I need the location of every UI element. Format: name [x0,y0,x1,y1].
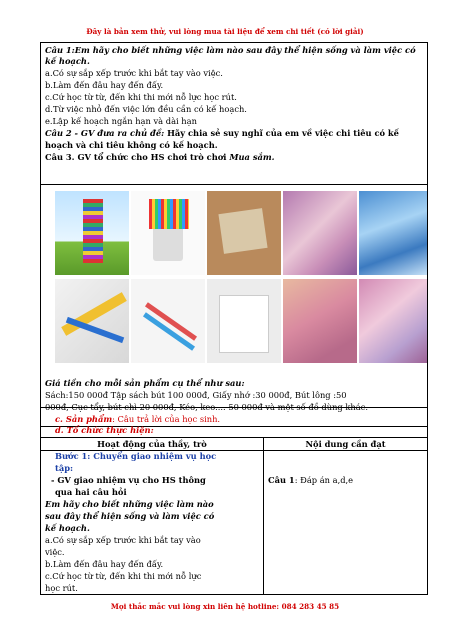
q1-option-d: d.Từ việc nhỏ đến việc lớn đều cần có kế hoạch. [45,104,247,114]
photo-notepad [207,279,281,363]
table-header-activities: Hoạt động của thầy, trò [97,439,207,449]
hotline-banner: Mọi thắc mắc vui lòng xin liên hệ hotline: 084 283 45 85 [0,602,450,611]
photo-books-stack [55,191,129,275]
answer-line [268,475,424,486]
prices-title: Giá tiền cho mỗi sản phẩm cụ thể như sau: [45,378,245,388]
organize-heading: d. Tổ chức thực hiện: [55,425,154,435]
document-content [40,42,428,595]
table-option-a1: a.Có sự sắp xếp trước khi bắt tay vào [45,535,201,545]
q1-title-line1: Câu 1:Em hãy cho biết những việc làm nào sau đây thể hiện sống và làm việc có [45,45,416,55]
q3-game: Mua sắm. [229,152,275,162]
preview-notice-banner: Đây là bản xem thử, vui lòng mua tài liệu để xem chi tiết (có lời giải) [0,27,450,36]
product-label: c. Sản phẩm [55,414,113,424]
q1-title-line2: kế hoạch. [45,56,90,66]
table-option-c1: c.Cứ học từ từ, đến khi thi mới nỗ lực [45,571,202,581]
prices-line1: Sách:150 000đ Tập sách bút 100 000đ, Giấy nhớ :30 000đ, Bút lông :50 [45,390,347,400]
answer-text: : Đáp án a,d,e [294,475,354,485]
q2-line1 [45,128,423,139]
table-q-line3: kế hoạch. [45,523,90,533]
q2-line2: hoạch và chi tiêu không có kế hoạch. [45,140,218,150]
photo-corkboard-supplies [207,191,281,275]
q1-option-c: c.Cứ học từ từ, đến khi thi mới nỗ lực học rút. [45,92,237,102]
product-line [55,414,428,425]
table-q-line1: Em hãy cho biết những việc làm nào [45,499,214,509]
shopping-photo-grid [41,184,427,408]
photo-banknotes-spread [359,279,428,363]
q3-line [45,152,423,163]
table-q-line2: sau đây thể hiện sống và làm việc có [45,511,215,521]
q1-option-a: a.Có sự sắp xếp trước khi bắt tay vào việc. [45,68,223,78]
prices-line2: 000đ, Cục tẩy, bút chì 20 000đ, Kéo, keo.... 50 000đ và một số đồ dùng khác. [45,402,368,412]
photo-banknotes-hand [283,279,357,363]
product-text: : Câu trả lời của học sinh. [112,414,221,424]
table-option-b: b.Làm đến đâu hay đến đấy. [45,559,164,569]
task-line2: qua hai câu hỏi [55,487,127,497]
q3-text: Câu 3. GV tổ chức cho HS chơi trò chơi [45,152,230,162]
table-option-a2: việc. [45,547,65,557]
task-line1: - GV giao nhiệm vụ cho HS thông [51,475,206,485]
photo-ruler-tools [55,279,129,363]
table-option-c2: học rút. [45,583,78,593]
q1-option-b: b.Làm đến đâu hay đến đấy. [45,80,164,90]
photo-banknotes-1 [283,191,357,275]
step1-line1: Bước 1: Chuyển giao nhiệm vụ học [55,451,217,461]
q2-prefix: Câu 2 - GV đưa ra chủ đề: [45,128,165,138]
q2-rest: Hãy chia sẻ suy nghĩ của em về việc chi tiêu có kế [164,128,399,138]
photo-banknotes-2 [359,191,428,275]
step1-line2: tập: [55,463,74,473]
photo-pencils [131,191,205,275]
photo-pencils-paper [131,279,205,363]
q1-option-e: e.Lập kế hoạch ngắn hạn và dài hạn [45,116,197,126]
table-header-content: Nội dung cần đạt [305,439,386,449]
answer-label: Câu 1 [268,475,295,485]
